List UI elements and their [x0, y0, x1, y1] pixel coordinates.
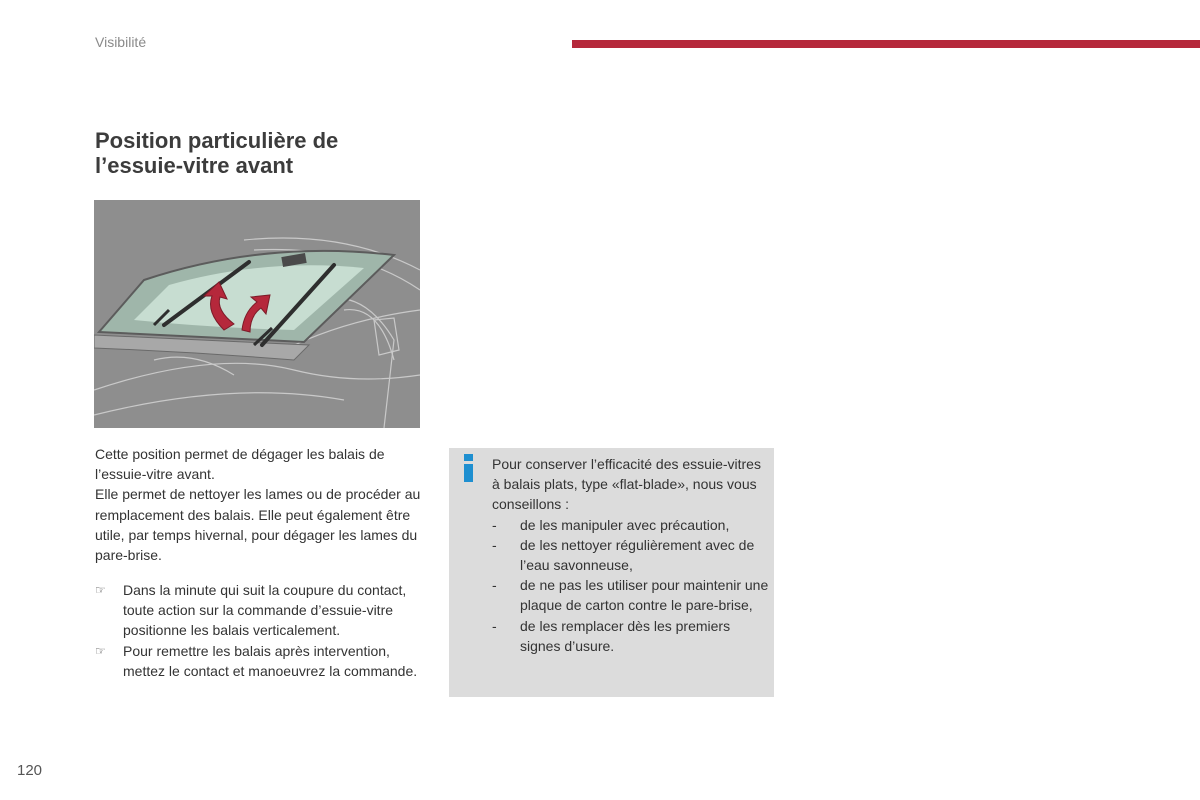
page-number: 120 [17, 762, 43, 779]
title-line-2: l’essuie-vitre avant [95, 153, 294, 178]
info-text [492, 454, 770, 656]
dash-bullet: - [492, 536, 497, 553]
page-title [95, 128, 338, 178]
windscreen-wipers-illustration [94, 200, 420, 428]
list-item [492, 616, 770, 656]
step-item [95, 641, 425, 681]
intro-paragraph-2: Elle permet de nettoyer les lames ou de procéder au remplacement des balais. Elle peut également être utile, par temps hivernal, pour dégager les lames du pare-brise. [95, 486, 421, 564]
step-text: Pour remettre les balais après intervention, mettez le contact et manoeuvrez la commande. [123, 642, 418, 679]
list-item-text: de les remplacer dès les premiers signes d’usure. [520, 617, 731, 654]
info-icon-stem [464, 464, 473, 482]
list-item-text: de les nettoyer régulièrement avec de l’eau savonneuse, [520, 536, 755, 574]
step-item [95, 580, 425, 641]
info-icon-dot [464, 454, 473, 461]
header-accent-bar [572, 40, 1200, 48]
info-box [449, 448, 774, 697]
dash-bullet: - [492, 617, 497, 634]
section-label: Visibilité [95, 34, 147, 50]
list-item-text: de les manipuler avec précaution, [520, 516, 730, 533]
instruction-steps [95, 580, 425, 681]
step-text: Dans la minute qui suit la coupure du contact, toute action sur la commande d’essuie-vitre positionne les balais verticalement. [123, 582, 407, 639]
intro-text [95, 444, 425, 565]
list-item [492, 515, 770, 535]
list-item [492, 575, 770, 615]
title-line-1: Position particulière de [95, 128, 339, 153]
info-intro: Pour conserver l’efficacité des essuie-vitres à balais plats, type «flat-blade», nous vous conseillons : [492, 456, 761, 513]
list-item-text: de ne pas les utiliser pour maintenir une plaque de carton contre le pare-brise, [520, 577, 769, 614]
intro-paragraph-1: Cette position permet de dégager les balais de l’essuie-vitre avant. [95, 446, 385, 483]
list-item [492, 535, 770, 575]
dash-bullet: - [492, 516, 497, 533]
dash-bullet: - [492, 577, 497, 594]
info-icon [463, 454, 475, 480]
pointing-hand-icon: ☞ [95, 643, 106, 658]
info-list [492, 515, 770, 656]
pointing-hand-icon: ☞ [95, 583, 106, 597]
